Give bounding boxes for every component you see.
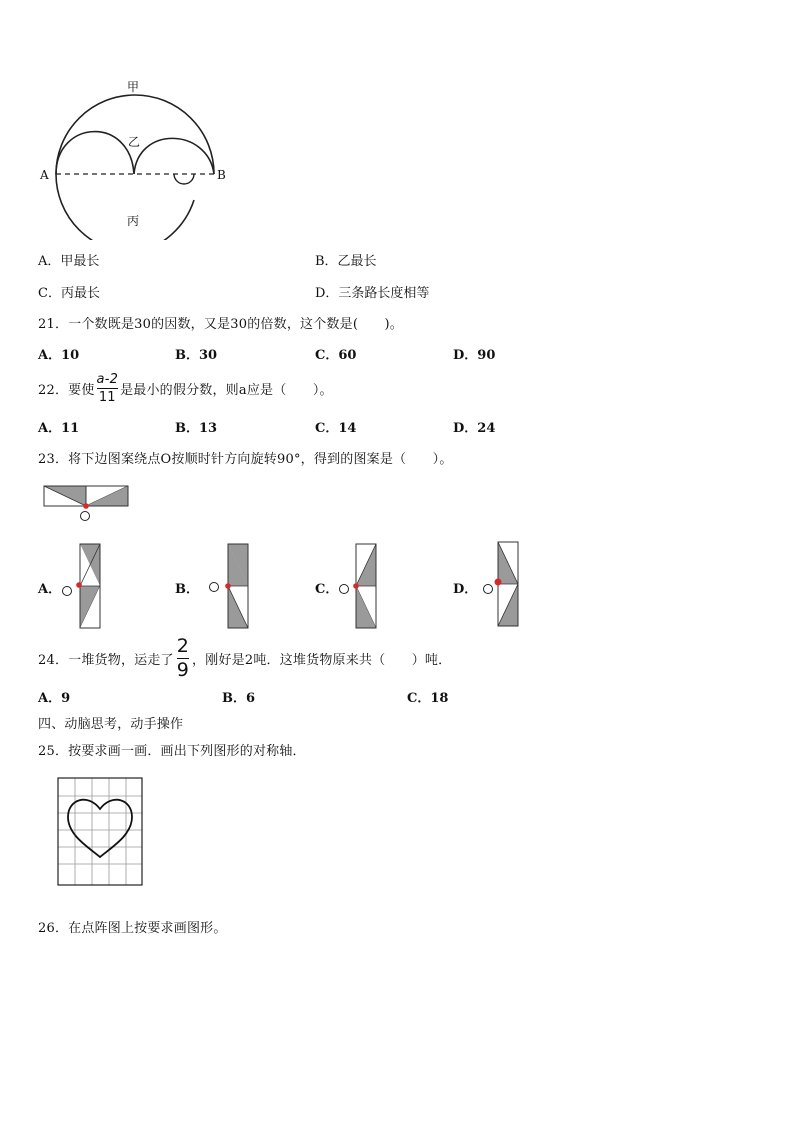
q22-option-b[interactable]: B．13 [175, 421, 218, 436]
q23-option-d-figure[interactable] [478, 539, 528, 631]
q22-fraction [97, 373, 119, 404]
q23-option-d-label[interactable]: D． [453, 582, 478, 597]
q24-suffix: ，刚好是2吨．这堆货物原来共（ ）吨． [192, 652, 452, 668]
q22-suffix: 是最小的假分数，则a应是（ ）。 [120, 382, 333, 398]
q21-option-c[interactable]: C．60 [315, 348, 357, 363]
label-a: A [40, 168, 49, 182]
q20-option-a[interactable]: A．甲最长 [38, 254, 100, 269]
q22-fraction-numerator: a-2 [96, 371, 119, 387]
q23-text: 23．将下边图案绕点O按顺时针方向旋转90°，得到的图案是（ ）。 [38, 452, 453, 467]
q22-option-a[interactable]: A．11 [38, 421, 80, 436]
q21-option-b[interactable]: B．30 [175, 348, 218, 363]
q25-text: 25．按要求画一画．画出下列图形的对称轴． [38, 744, 306, 759]
q23-option-b-label[interactable]: B． [175, 582, 199, 597]
q24-fraction-denominator: 9 [176, 658, 190, 681]
q22-prefix: 22．要使 [38, 382, 95, 398]
q23-option-a-label[interactable]: A． [38, 582, 62, 597]
q23-option-b-figure[interactable] [204, 541, 254, 633]
q23-option-c-figure[interactable] [334, 541, 384, 633]
fraction-bar [97, 388, 119, 389]
heart-grid-figure[interactable] [54, 775, 146, 889]
q23-option-c-label[interactable]: C． [315, 582, 339, 597]
q22-option-d[interactable]: D．24 [453, 421, 496, 436]
q21-option-d[interactable]: D．90 [453, 348, 496, 363]
q24-option-a[interactable]: A．9 [38, 691, 71, 706]
q22-fraction-denominator: 11 [98, 389, 116, 405]
q20-option-c[interactable]: C．丙最长 [38, 286, 100, 301]
q22-text [38, 368, 333, 408]
q24-prefix: 24．一堆货物，运走了 [38, 652, 174, 668]
label-bing: 丙 [127, 214, 140, 228]
q23-original-pattern [40, 484, 132, 524]
label-yi: 乙 [128, 135, 141, 149]
q23-option-a-figure[interactable] [58, 541, 108, 633]
q22-option-c[interactable]: C．14 [315, 421, 357, 436]
q24-fraction-numerator: 2 [176, 634, 190, 657]
label-b: B [217, 168, 226, 182]
label-jia: 甲 [127, 80, 140, 94]
q24-option-c[interactable]: C．18 [407, 691, 449, 706]
q24-option-b[interactable]: B．6 [222, 691, 256, 706]
q20-option-b[interactable]: B．乙最长 [315, 254, 377, 269]
q24-text [38, 636, 451, 680]
q24-fraction [176, 634, 190, 681]
q20-option-d[interactable]: D．三条路长度相等 [315, 286, 430, 301]
q21-option-a[interactable]: A．10 [38, 348, 80, 363]
q21-text: 21．一个数既是30的因数，又是30的倍数，这个数是( )。 [38, 317, 403, 332]
q26-text: 26．在点阵图上按要求画图形。 [38, 921, 227, 936]
section-title: 四、动脑思考，动手操作 [38, 717, 184, 732]
